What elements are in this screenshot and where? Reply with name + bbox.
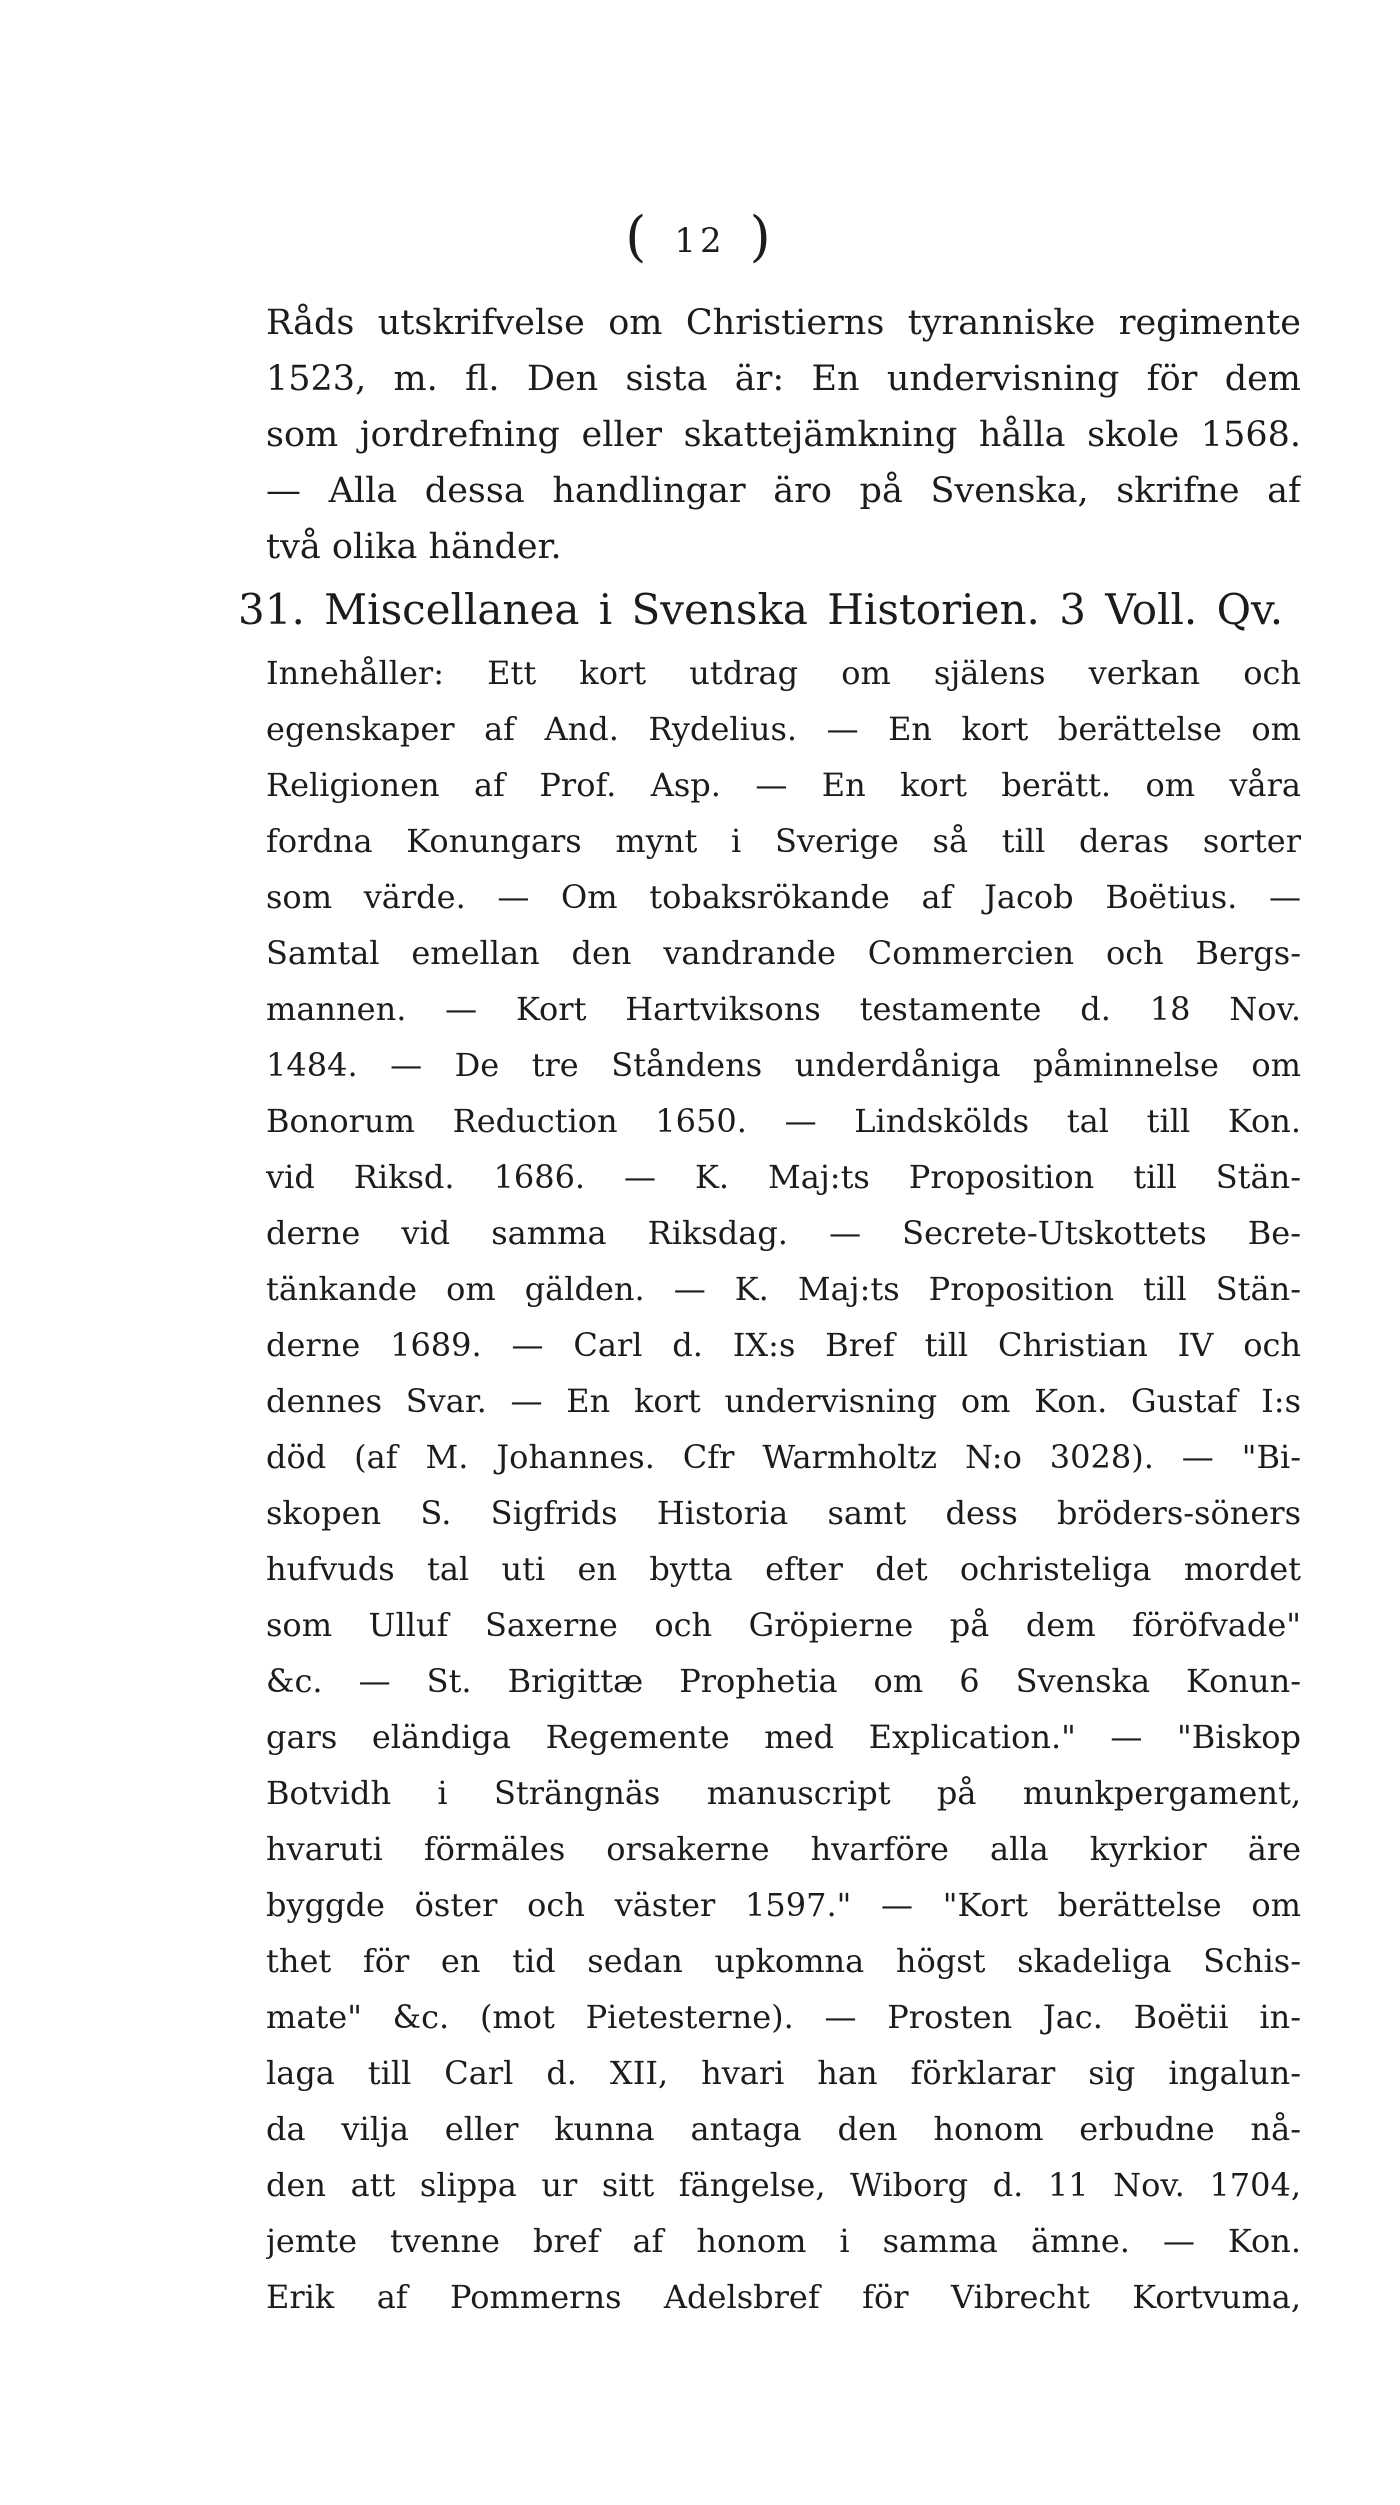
text-line: Råds utskrifvelse om Christierns tyranniske regimente — [266, 303, 1301, 343]
text-line: da vilja eller kunna antaga den honom erbudne nå- — [266, 2110, 1301, 2148]
text-line: dennes Svar. — En kort undervisning om Kon. Gustaf I:s — [266, 1382, 1301, 1420]
text-line: Innehåller: Ett kort utdrag om själens verkan och — [266, 654, 1301, 692]
text-line: — Alla dessa handlingar äro på Svenska, skrifne af — [266, 471, 1301, 511]
page-number — [0, 205, 1400, 268]
text-line: död (af M. Johannes. Cfr Warmholtz N:o 3028). — "Bi- — [266, 1438, 1301, 1476]
text-line: hufvuds tal uti en bytta efter det ochristeliga mordet — [266, 1550, 1301, 1588]
text-line: thet för en tid sedan upkomna högst skadeliga Schis- — [266, 1942, 1301, 1980]
text-line: laga till Carl d. XII, hvari han förklarar sig ingalun- — [266, 2054, 1301, 2092]
text-line: fordna Konungars mynt i Sverige så till deras sorter — [266, 822, 1301, 860]
text-line: 1523, m. fl. Den sista är: En undervisning för dem — [266, 359, 1301, 399]
text-line: den att slippa ur sitt fängelse, Wiborg d. 11 Nov. 1704, — [266, 2166, 1301, 2204]
text-line: mannen. — Kort Hartviksons testamente d. 18 Nov. — [266, 990, 1301, 1028]
page-text — [238, 295, 1301, 2325]
text-line: tänkande om gälden. — K. Maj:ts Proposition till Stän- — [266, 1270, 1301, 1308]
text-line: derne vid samma Riksdag. — Secrete-Utskottets Be- — [266, 1214, 1301, 1252]
text-line: Botvidh i Strängnäs manuscript på munkpergament, — [266, 1774, 1301, 1812]
text-line: som värde. — Om tobaksrökande af Jacob Boëtius. — — [266, 878, 1301, 916]
text-line: egenskaper af And. Rydelius. — En kort berättelse om — [266, 710, 1301, 748]
section-heading: 31. Miscellanea i Svenska Historien. 3 Voll. Qv. — [238, 585, 1284, 634]
text-line: vid Riksd. 1686. — K. Maj:ts Proposition till Stän- — [266, 1158, 1301, 1196]
text-line: mate" &c. (mot Pietesterne). — Prosten Jac. Boëtii in- — [266, 1998, 1301, 2036]
text-line: derne 1689. — Carl d. IX:s Bref till Christian IV och — [266, 1326, 1301, 1364]
text-line: som jordrefning eller skattejämkning hålla skole 1568. — [266, 415, 1301, 455]
page-number-value: 12 — [674, 221, 726, 261]
text-line: två olika händer. — [266, 527, 562, 567]
text-line: hvaruti förmäles orsakerne hvarföre alla kyrkior äre — [266, 1830, 1301, 1868]
text-line: gars eländiga Regemente med Explication." — "Biskop — [266, 1718, 1301, 1756]
text-line: Religionen af Prof. Asp. — En kort berätt. om våra — [266, 766, 1301, 804]
text-line: Samtal emellan den vandrande Commercien och Bergs- — [266, 934, 1301, 972]
text-line: skopen S. Sigfrids Historia samt dess bröders-söners — [266, 1494, 1301, 1532]
close-paren: ) — [749, 205, 775, 268]
text-line: &c. — St. Brigittæ Prophetia om 6 Svenska Konun- — [266, 1662, 1301, 1700]
text-line: byggde öster och väster 1597." — "Kort berättelse om — [266, 1886, 1301, 1924]
text-line: 1484. — De tre Ståndens underdåniga påminnelse om — [266, 1046, 1301, 1084]
text-line: Bonorum Reduction 1650. — Lindskölds tal till Kon. — [266, 1102, 1301, 1140]
text-line: Erik af Pommerns Adelsbref för Vibrecht Kortvuma, — [266, 2278, 1301, 2316]
open-paren: ( — [625, 205, 651, 268]
text-line: jemte tvenne bref af honom i samma ämne. — Kon. — [266, 2222, 1301, 2260]
text-line: som Ulluf Saxerne och Gröpierne på dem föröfvade" — [266, 1606, 1301, 1644]
